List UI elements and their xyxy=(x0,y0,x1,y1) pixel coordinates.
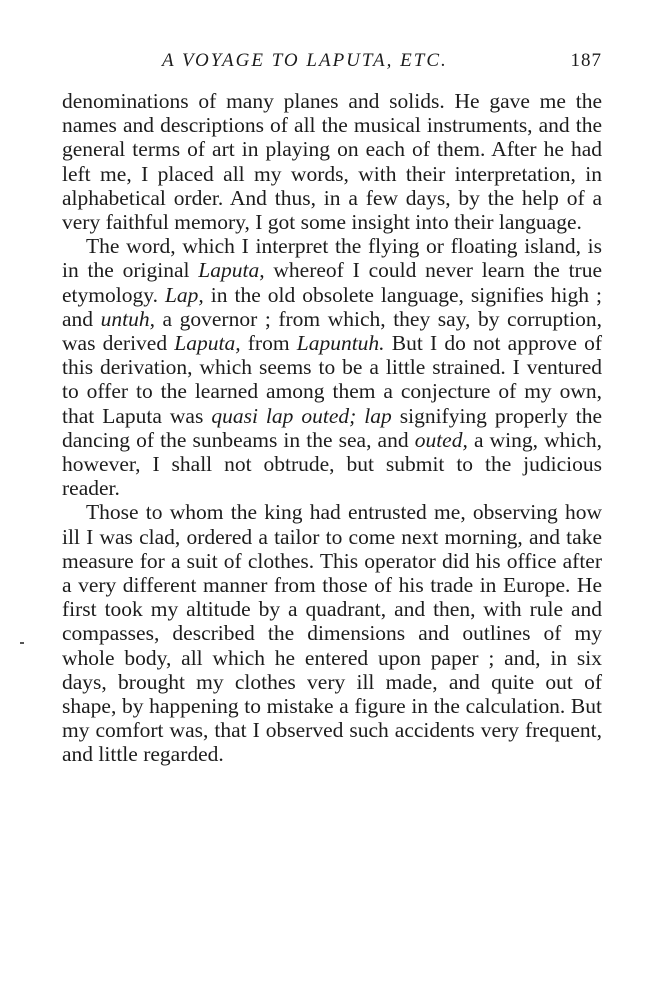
text-run: signifying properly the dancing of the sunbeams in the sea, and xyxy=(62,403,602,452)
italic-term: untuh, xyxy=(100,306,155,331)
italic-term: Laputa, xyxy=(174,331,241,356)
margin-mark xyxy=(20,642,24,644)
text-run: The word, which I interpret the flying or floating island, is in the original xyxy=(62,234,602,283)
paragraph-1 xyxy=(62,89,602,234)
italic-term: Lap, xyxy=(164,282,204,307)
paragraph-3 xyxy=(62,500,602,766)
running-head xyxy=(62,50,602,76)
italic-term: Laputa, xyxy=(198,258,265,283)
text-run: whereof I could never learn the true etymology. xyxy=(62,258,602,307)
body-text xyxy=(62,89,602,767)
text-run: Those to whom the king had entrusted me, observing how ill I was clad, ordered a tailor to come next morning, and take measure for a suit of clothes. This operator did his office after a very different manner from those of his trade in Europe. He first took my altitude by a quadrant, and then, with rule and compasses, described the dimensions and outlines of my whole body, all which he entered upon paper ; and, in six days, brought my clothes very ill made, and quite out of shape, by happening to mistake a figure in the calculation. But my comfort was, that I observed such accidents very frequent, and little regarded. xyxy=(62,500,602,767)
text-run: from xyxy=(240,331,297,356)
paragraph-2 xyxy=(62,234,602,500)
running-title: A VOYAGE TO LAPUTA, ETC. xyxy=(162,50,448,71)
text-run: denominations of many planes and solids. He gave me the names and descriptions of all the musical instruments, and the general terms of art in playing on each of them. After he had left me, I placed all my words, with their interpretation, in alphabetical order. And thus, in a few days, by the help of a very faithful memory, I got some insight into their language. xyxy=(62,89,602,235)
page-number: 187 xyxy=(570,50,602,71)
italic-term: Lapuntuh. xyxy=(296,331,385,356)
text-run: But I do not approve of this derivation, which seems to be a little strained. I ventured to offer to the learned among them a conjecture of my own, that Laputa was xyxy=(62,331,603,428)
text-run: a wing, which, however, I shall not obtrude, but submit to the judicious reader. xyxy=(62,427,602,501)
italic-term: outed, xyxy=(414,427,468,452)
italic-term: quasi lap outed; lap xyxy=(211,403,392,428)
text-run: in the old obsolete language, signifies high ; and xyxy=(62,282,602,331)
text-run: a governor ; from which, they say, by corruption, was derived xyxy=(62,306,602,356)
